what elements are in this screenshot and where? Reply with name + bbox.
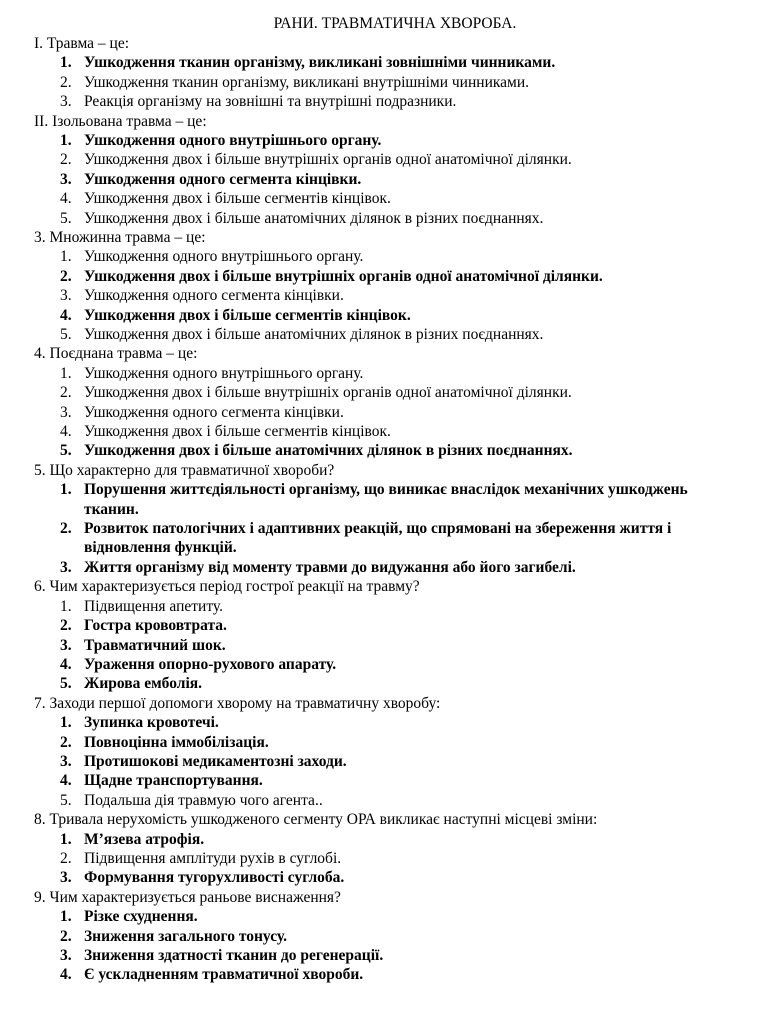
- question-text: І. Травма – це:: [34, 35, 130, 52]
- answer-option-correct: [34, 655, 748, 674]
- answer-option-correct: [34, 616, 748, 635]
- answer-option: [34, 73, 748, 92]
- option-number: 4.: [60, 772, 72, 790]
- option-text: Ушкодження тканин організму, викликані внутрішніми чинниками.: [84, 73, 530, 91]
- question-block: [34, 810, 748, 888]
- answer-options: [34, 713, 748, 810]
- option-text: Порушення життєдіяльності організму, що виникає внаслідок механічних ушкоджень тканин.: [84, 481, 688, 518]
- document-title: РАНИ. ТРАВМАТИЧНА ХВОРОБА.: [273, 15, 517, 32]
- option-number: 1.: [60, 597, 72, 615]
- option-text: Ушкодження одного сегмента кінцівки.: [84, 170, 362, 188]
- option-number: 4.: [60, 190, 72, 208]
- answer-option: [34, 209, 748, 228]
- question-text: 3. Множинна травма – це:: [34, 229, 206, 247]
- answer-options: [34, 53, 748, 111]
- option-text: Зниження загального тонусу.: [84, 927, 287, 945]
- option-number: 5.: [60, 442, 72, 460]
- question-block: [34, 694, 748, 810]
- option-text: Зниження здатності тканин до регенерації.: [84, 946, 384, 964]
- option-number: 2.: [60, 151, 72, 169]
- option-number: 3.: [60, 946, 72, 964]
- option-number: 1.: [60, 248, 72, 266]
- option-text: Ушкодження одного сегмента кінцівки.: [84, 287, 344, 305]
- option-text: М’язева атрофія.: [84, 830, 205, 848]
- answer-option-correct: [34, 946, 748, 965]
- option-number: 2.: [60, 384, 72, 402]
- option-text: Ушкодження двох і більше сегментів кінцівок.: [84, 423, 391, 441]
- question-block: [34, 461, 748, 577]
- question-text: 6. Чим характеризується період гострої реакції на травму?: [34, 578, 420, 596]
- answer-option-correct: [34, 771, 748, 790]
- option-text: Подальша дія травмую чого агента..: [84, 791, 323, 809]
- option-text: Ушкодження двох і більше анатомічних ділянок в різних поєднаннях.: [84, 209, 544, 227]
- question-text: 8. Тривала нерухомість ушкодженого сегменту ОРА викликає наступні місцеві зміни:: [34, 811, 598, 829]
- option-number: 1.: [60, 908, 72, 926]
- answer-option: [34, 849, 748, 868]
- answer-option-correct: [34, 713, 748, 732]
- option-number: 3.: [60, 170, 72, 188]
- question-text: 5. Що характерно для травматичної хвороби?: [34, 461, 335, 479]
- option-text: Ушкодження двох і більше сегментів кінцівок.: [84, 190, 391, 208]
- option-number: 1.: [60, 481, 72, 499]
- option-number: 3.: [60, 636, 72, 654]
- answer-option-correct: [34, 441, 748, 460]
- answer-option-correct: [34, 636, 748, 655]
- option-text: Ушкодження двох і більше внутрішніх органів одної анатомічної ділянки.: [84, 151, 572, 169]
- answer-option: [34, 597, 748, 616]
- option-number: 3.: [60, 752, 72, 770]
- answer-option: [34, 791, 748, 810]
- answer-option-correct: [34, 965, 748, 984]
- question-block: [34, 34, 748, 112]
- answer-option: [34, 286, 748, 305]
- answer-options: [34, 247, 748, 344]
- option-text: Ушкодження одного внутрішнього органу.: [84, 364, 364, 382]
- answer-options: [34, 907, 748, 985]
- option-number: 3.: [60, 287, 72, 305]
- option-number: 1.: [60, 714, 72, 732]
- option-text: Різке схуднення.: [84, 908, 198, 926]
- answer-option: [34, 364, 748, 383]
- option-text: Ушкодження двох і більше сегментів кінцівок.: [84, 306, 411, 324]
- answer-option-correct: [34, 267, 748, 286]
- option-number: 2.: [60, 520, 72, 538]
- option-number: 5.: [60, 675, 72, 693]
- answer-options: [34, 480, 748, 577]
- answer-option-correct: [34, 519, 748, 558]
- answer-options: [34, 131, 748, 228]
- option-number: 2.: [60, 733, 72, 751]
- option-text: Зупинка кровотечі.: [84, 714, 219, 732]
- option-text: Ушкодження двох і більше внутрішніх органів одної анатомічної ділянки.: [84, 384, 572, 402]
- answer-option: [34, 247, 748, 266]
- question-block: [34, 228, 748, 344]
- option-number: 1.: [60, 364, 72, 382]
- question-text: ІІ. Ізольована травма – це:: [34, 112, 207, 130]
- option-number: 5.: [60, 326, 72, 344]
- option-text: Ушкодження одного внутрішнього органу.: [84, 132, 382, 149]
- answer-option-correct: [34, 170, 748, 189]
- answer-option: [34, 150, 748, 169]
- option-number: 2.: [60, 267, 72, 285]
- option-number: 5.: [60, 791, 72, 809]
- answer-option: [34, 325, 748, 344]
- question-list: [34, 34, 748, 985]
- answer-option-correct: [34, 907, 748, 926]
- option-number: 1.: [60, 830, 72, 848]
- answer-option-correct: [34, 131, 748, 150]
- option-text: Реакція організму на зовнішні та внутрішні подразники.: [84, 93, 457, 111]
- option-number: 2.: [60, 849, 72, 867]
- answer-option: [34, 92, 748, 111]
- option-text: Гостра крововтрата.: [84, 617, 227, 635]
- option-text: Ушкодження одного внутрішнього органу.: [84, 248, 364, 266]
- answer-option-correct: [34, 927, 748, 946]
- option-text: Ушкодження тканин організму, викликані зовнішніми чинниками.: [84, 54, 556, 72]
- option-text: Жирова емболія.: [84, 675, 203, 693]
- option-text: Повноцінна іммобілізація.: [84, 733, 269, 751]
- answer-option: [34, 383, 748, 402]
- option-text: Ураження опорно-рухового апарату.: [84, 655, 337, 673]
- answer-options: [34, 597, 748, 694]
- question-text: 7. Заходи першої допомоги хворому на травматичну хворобу:: [34, 694, 441, 712]
- answer-option-correct: [34, 558, 748, 577]
- option-number: 1.: [60, 132, 72, 149]
- option-number: 4.: [60, 966, 72, 984]
- question-block: [34, 344, 748, 460]
- option-text: Щадне транспортування.: [84, 772, 263, 790]
- option-number: 5.: [60, 209, 72, 227]
- question-block: [34, 112, 748, 228]
- answer-option-correct: [34, 306, 748, 325]
- option-number: 4.: [60, 423, 72, 441]
- option-text: Ушкодження двох і більше анатомічних ділянок в різних поєднаннях.: [84, 326, 544, 344]
- option-number: 4.: [60, 306, 72, 324]
- option-text: Ушкодження двох і більше анатомічних ділянок в різних поєднаннях.: [84, 442, 573, 460]
- option-number: 3.: [60, 403, 72, 421]
- option-number: 3.: [60, 869, 72, 887]
- option-text: Формування тугорухливості суглоба.: [84, 869, 345, 887]
- option-text: Підвищення амплітуди рухів в суглобі.: [84, 849, 342, 867]
- answer-option-correct: [34, 868, 748, 887]
- answer-option-correct: [34, 480, 748, 519]
- option-text: Ушкодження двох і більше внутрішніх органів одної анатомічної ділянки.: [84, 267, 603, 285]
- option-number: 3.: [60, 93, 72, 111]
- option-number: 3.: [60, 558, 72, 576]
- question-block: [34, 577, 748, 693]
- option-text: Протишокові медикаментозні заходи.: [84, 752, 347, 770]
- option-text: Життя організму від моменту травми до видужання або його загибелі.: [84, 558, 576, 576]
- question-text: 9. Чим характеризується раньове виснаження?: [34, 888, 341, 906]
- answer-option: [34, 189, 748, 208]
- answer-option-correct: [34, 674, 748, 693]
- answer-option-correct: [34, 53, 748, 72]
- answer-options: [34, 364, 748, 461]
- option-number: 4.: [60, 655, 72, 673]
- option-number: 2.: [60, 73, 72, 91]
- option-text: Є ускладненням травматичної хвороби.: [84, 966, 364, 984]
- option-number: 1.: [60, 54, 72, 72]
- question-text: 4. Поєднана травма – це:: [34, 345, 198, 363]
- answer-option-correct: [34, 733, 748, 752]
- option-text: Розвиток патологічних і адаптивних реакцій, що спрямовані на збереження життя і відновлення функцій.: [84, 520, 672, 557]
- option-number: 2.: [60, 927, 72, 945]
- answer-options: [34, 830, 748, 888]
- answer-option: [34, 403, 748, 422]
- option-text: Ушкодження одного сегмента кінцівки.: [84, 403, 344, 421]
- option-number: 2.: [60, 617, 72, 635]
- answer-option-correct: [34, 830, 748, 849]
- option-text: Підвищення апетиту.: [84, 597, 223, 615]
- answer-option: [34, 422, 748, 441]
- question-block: [34, 888, 748, 985]
- option-text: Травматичний шок.: [84, 636, 226, 654]
- answer-option-correct: [34, 752, 748, 771]
